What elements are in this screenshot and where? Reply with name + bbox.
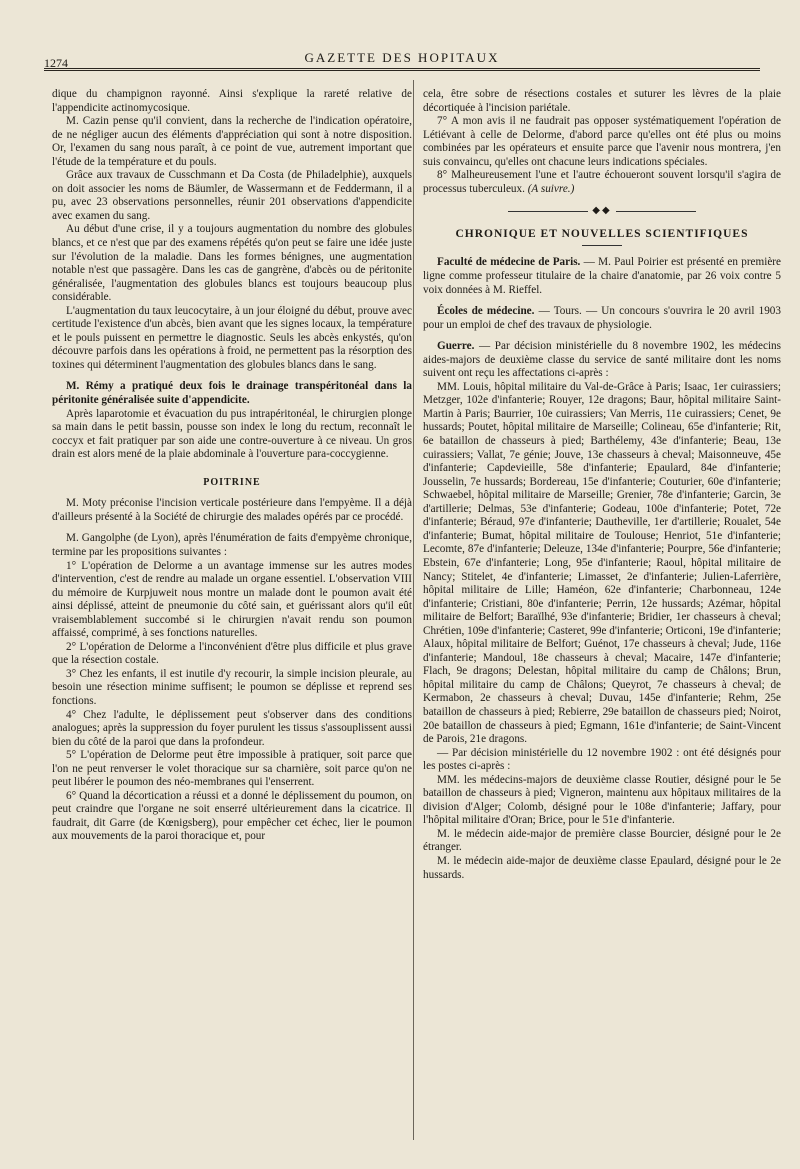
- paragraph: Après laparotomie et évacuation du pus intrapéritonéal, le chirurgien plonge sa main dans le petit bassin, pousse son index le long du rectum, reconnaît le coccyx et fait pratiquer par son aide une contre-ouverture à ce niveau. Un gros drain est alors mené de la plaie abdominale à l'ouverture para-coccygienne.: [52, 407, 412, 461]
- news-text: — M. Paul Poirier est présenté en première ligne comme professeur titulaire de la chaire d'anatomie, par 26 voix contre 5 voix données à M. Rieffel.: [423, 256, 781, 296]
- paragraph: [52, 380, 412, 407]
- news-item: [423, 305, 781, 332]
- paragraph: L'augmentation du taux leucocytaire, à un jour éloigné du début, prouve avec certitude l'existence d'un abcès, bien avant que les signes locaux, la température et le pouls puissent en permettre le diagnostic. Seuls les abcès enkystés, qu'on découvre parfois dans les opérations à froid, ne permettent pas la résorption des toxines qui déterminent l'augmentation des globules blancs dans le sang.: [52, 304, 412, 371]
- page-number: 1274: [44, 56, 68, 70]
- paragraph: cela, être sobre de résections costales et suturer les lèvres de la plaie décortiquée à l'incision pariétale.: [423, 88, 781, 114]
- paragraph: M. Cazin pense qu'il convient, dans la recherche de l'indication opératoire, de ne négliger aucun des éléments d'appréciation qui sont à notre disposition. Or, l'examen du sang nous paraît, à ce point de vue, autrement important que l'étude de la température et du pouls.: [52, 115, 412, 168]
- paragraph: M. Gangolphe (de Lyon), après l'énumération de faits d'empyème chronique, termine par les propositions suivantes :: [52, 532, 412, 558]
- paragraph: [423, 169, 781, 196]
- news-lead: Écoles de médecine.: [437, 305, 535, 318]
- page-header: [44, 46, 760, 68]
- ornament-divider: ◆◆: [423, 204, 781, 218]
- section-heading-poitrine: POITRINE: [203, 476, 261, 488]
- paragraph: 3° Chez les enfants, il est inutile d'y recourir, la simple incision pleurale, au besoin une résection minime suffisent; le poumon se déplisse et reprend ses fonctions.: [52, 667, 412, 707]
- paragraph: 6° Quand la décortication a réussi et a donné le déplissement du poumon, on peut craindre que l'organe ne soit enserré ultérieurement dans la cicatrice. Il faudrait, dit Garre (de Kœnigsberg), pour empêcher cet échec, lier le poumon aux mouvements de la paroi thoracique et, pour: [52, 789, 412, 843]
- paragraph: 5° L'opération de Delorme peut être impossible à pratiquer, soit parce que l'on ne peut renverser le volet thoracique sur sa charnière, soit parce qu'on ne peut libérer le poumon des néo-membranes qui l'enserrent.: [52, 749, 412, 789]
- paragraph: Grâce aux travaux de Cusschmann et Da Costa (de Philadelphie), auxquels on doit associer les noms de Bäumler, de Wassermann et de Feddermann, il a pu, avec 23 observations personnelles, réunir 201 observations d'appendicite avec examen du sang.: [52, 169, 412, 222]
- paragraph: M. Moty préconise l'incision verticale postérieure dans l'empyème. Il a déjà d'ailleurs présenté à la Société de chirurgie des malades opérés par ce procédé.: [52, 497, 412, 523]
- news-text: — Tours. — Un concours s'ouvrira le 20 avril 1903 pour un emploi de chef des travaux de physiologie.: [423, 305, 781, 331]
- news-lead: Guerre.: [437, 340, 475, 353]
- paragraph: 1° L'opération de Delorme a un avantage immense sur les autres modes d'intervention, c'est de rendre au malade un organe essentiel. L'observation VIII du mémoire de Kurpjuweit nous montre un malade dont le poumon avait été ainsi déplissé, atteint de pneumonie du côté sain, et guérissant alors qu'il eût vraisemblablement succombé si le chirurgien n'avait rendu son poumon affaissé, comprimé, à ses fonctions naturelles.: [52, 559, 412, 640]
- bold-lead: M. Rémy a pratiqué deux fois le drainage transpéritonéal dans la péritonite généralisée suite d'appendicite.: [52, 380, 412, 407]
- news-lead: Faculté de médecine de Paris.: [437, 256, 581, 269]
- paragraph: MM. les médecins-majors de deuxième classe Routier, désigné pour le 5e bataillon de chasseurs à pied; Vigneron, maintenu aux hôpitaux militaires de la division d'Alger; Colomb, désigné pour le 108e d'infanterie; Jaffary, pour l'hôpital militaire d'Oran; Brice, pour le 51e d'infanterie.: [423, 773, 781, 827]
- paragraph: — Par décision ministérielle du 12 novembre 1902 : ont été désignés pour les postes ci-après :: [423, 746, 781, 773]
- short-rule: [582, 245, 622, 246]
- running-title: GAZETTE DES HOPITAUX: [304, 50, 500, 65]
- paragraph: M. le médecin aide-major de deuxième classe Epaulard, désigné pour le 2e hussards.: [423, 854, 781, 881]
- news-text: — Par décision ministérielle du 8 novembre 1902, les médecins aides-majors de deuxième classe du service de santé militaire dont les noms suivent ont reçu les affectations ci-après :: [423, 340, 781, 380]
- right-column: [423, 88, 781, 882]
- paragraph-text: 8° Malheureusement l'une et l'autre échoueront souvent lorsqu'il s'agira de processus tuberculeux.: [423, 169, 781, 195]
- news-item: [423, 340, 781, 381]
- paragraph: 2° L'opération de Delorme a l'inconvénient d'être plus difficile et plus grave que la résection costale.: [52, 640, 412, 667]
- paragraph: MM. Louis, hôpital militaire du Val-de-Grâce à Paris; Isaac, 1er cuirassiers; Metzger, 102e d'infanterie; Rouyer, 12e dragons; Baur, hôpital militaire Saint-Martin à Paris; Baurrier, 10e cuirassiers; Van Merris, 11e cuirassiers; Cenet, 9e hussards; Poutet, hôpital militaire de Marseille; Colineau, 65e d'infanterie; Rit, 6e bataillon de chasseurs à pied; Barthélemy, 43e d'infanterie; Beau, 13e cuirassiers; Vallat, 7e génie; Jouve, 13e chasseurs à cheval; Maisonneuve, 45e d'infanterie; Capdevieille, 58e d'infanterie; Epaulard, 84e d'infanterie; Jousselin, 7e hussards; Bordereau, 15e d'infanterie; Couturier, 60e d'infanterie; Schwaebel, hôpital militaire de Marseille; Grenier, 78e d'infanterie; Garcin, 3e d'artillerie; Delmas, 53e d'infanterie; Godeau, 100e d'infanterie; Potet, 72e d'infanterie; Béraud, 97e d'infanterie; Dautheville, 1er d'artillerie; Roualet, 54e d'infanterie; Bumat, hôpital militaire de Toulouse; Henriot, 51e d'infanterie; Lecomte, 87e d'infanterie; Deleuze, 134e d'infanterie; Pourpre, 56e d'infanterie; Ebstein, 67e d'infanterie; Long, 95e d'infanterie; Raoul, hôpital militaire de Nancy; Stitelet, 4e d'infanterie; Limasset, 2e d'infanterie; Julien-Laferrière, hôpital militaire de Lille; Haméon, 62e d'infanterie; Charbonneau, 124e d'infanterie; Cristiani, 80e d'infanterie; Perrin, 12e hussards; Azémar, hôpital militaire de Belfort; Baraïlhé, 93e d'infanterie; Bridier, 1er chasseurs à cheval; Chrétien, 109e d'infanterie; Casteret, 99e d'infanterie; Orticoni, 19e d'infanterie; Alaux, hôpital militaire de Belfort; Guénot, 17e chasseurs à cheval; Jude, 116e d'infanterie; Mandoul, 18e chasseurs à cheval; Macaire, 147e d'infanterie; Flach, 9e dragons; Delestan, hôpital militaire du camp de Châlons; Brun, hôpital militaire du camp de Châlons; Queyrot, 7e chasseurs à cheval; de Kermabon, 2e chasseurs à cheval; Duvau, 145e d'infanterie; Rehm, 25e bataillon de chasseurs à pied; Rebierre, 29e bataillon de chasseurs pied; Noirot, 20e bataillon de chasseurs à pied; Egmann, 161e d'infanterie; de Saint-Vincent de Parois, 21e dragons.: [423, 380, 782, 746]
- paragraph: Au début d'une crise, il y a toujours augmentation du nombre des globules blancs, et ce n'est que par des examens répétés qu'on peut se faire une idée juste sur l'évolution de la maladie. Dans les formes bénignes, une augmentation notable n'est que passagère. Dans les cas de gangrène, d'abcès ou de péritonite généralisée, l'augmentation des globules blancs est toujours beaucoup plus considérable.: [52, 223, 412, 304]
- paragraph: 4° Chez l'adulte, le déplissement peut s'observer dans des conditions analogues; après la suppression du foyer purulent les tissus s'assouplissent aussi bien du côté de la paroi que dans la profondeur.: [52, 708, 412, 748]
- section-heading-chronique: CHRONIQUE ET NOUVELLES SCIENTIFIQUES: [455, 227, 749, 240]
- paragraph: 7° A mon avis il ne faudrait pas opposer systématiquement l'opération de Létiévant à celle de Delorme, d'abord parce qu'elles ont été plus ou moins combinées par les opérateurs et ensuite parce que l'avenir nous montrera, j'en suis convaincu, qu'elles ont chacune leurs indications spéciales.: [423, 115, 781, 168]
- suivre-note: (A suivre.): [527, 182, 575, 195]
- news-item: [423, 256, 781, 297]
- left-column: [52, 88, 412, 844]
- paragraph: M. le médecin aide-major de première classe Bourcier, désigné pour le 2e étranger.: [423, 827, 781, 854]
- column-divider: [413, 80, 414, 1140]
- header-rule: [44, 68, 760, 71]
- paragraph: dique du champignon rayonné. Ainsi s'explique la rareté relative de l'appendicite actinomycosique.: [52, 88, 412, 114]
